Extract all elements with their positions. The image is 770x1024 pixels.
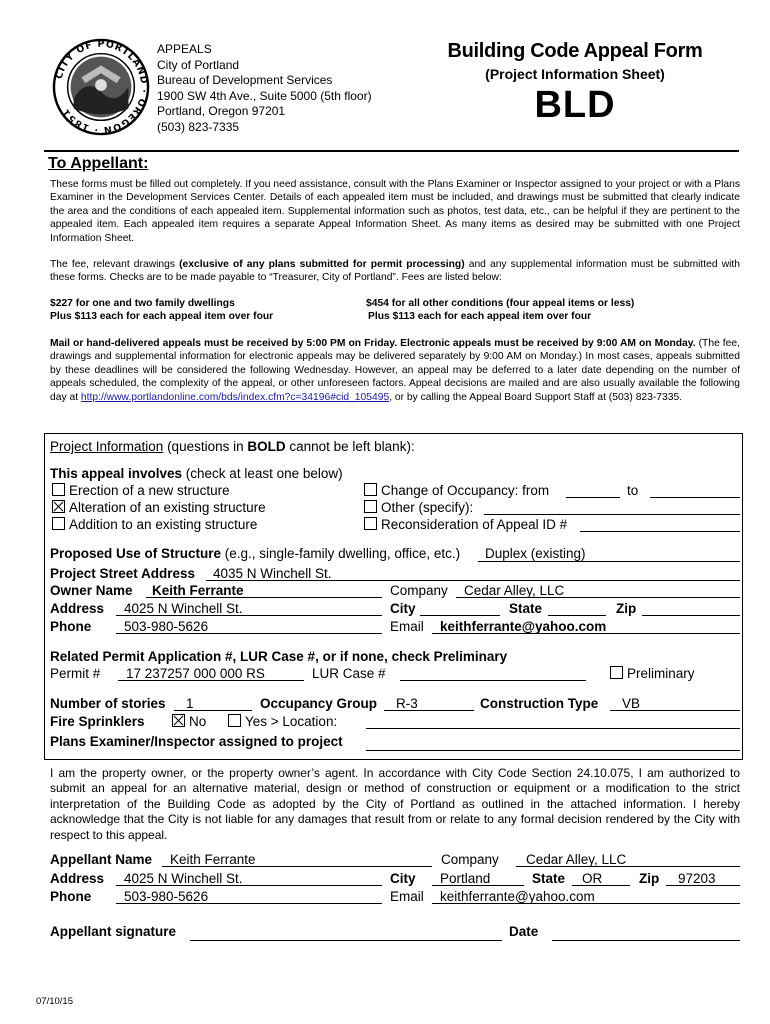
stories-value[interactable]: 1	[186, 696, 194, 711]
stories-label-bold: Number of stories	[50, 696, 166, 711]
appellant-state-line	[572, 885, 630, 886]
appellant-state-value[interactable]: OR	[582, 871, 603, 886]
ctype-label-bold: Construction Type	[480, 696, 599, 711]
lur-case-field[interactable]	[400, 680, 586, 681]
fee-line: $454 for all other conditions (four appeal items or less)	[366, 298, 635, 309]
project-info-heading	[50, 438, 415, 455]
fee-line: Plus $113 each for each appeal item over four	[50, 311, 274, 323]
to-appellant-heading: To Appellant:	[48, 155, 149, 172]
owner-state-label	[509, 600, 542, 617]
appellant-address-value[interactable]: 4025 N Winchell St.	[124, 871, 243, 886]
appellant-city-label	[390, 870, 416, 887]
lur-case-label: LUR Case #	[312, 666, 386, 681]
office-line: APPEALS	[157, 42, 212, 56]
construction-type-line	[610, 710, 740, 711]
heading-text: cannot be left blank):	[285, 439, 415, 454]
owner-state-field[interactable]	[548, 615, 606, 616]
preliminary-option[interactable]	[610, 665, 695, 682]
owner-email-value[interactable]: keithferrante@yahoo.com	[440, 619, 607, 634]
option-addition[interactable]	[52, 516, 257, 533]
appellant-phone-label	[50, 888, 91, 905]
construction-type-value[interactable]: VB	[622, 696, 641, 711]
city-label-bold: City	[390, 601, 416, 616]
deadline-text: (The fee, drawings and supplemental information for electronic appeals may be delivered separately by 9:00 AM on Monday.) In most cases, appeals submitted by these deadlines will be considered the following Wednesday. However, an appeal may be deferred to a later date depending on the number of appeals scheduled, the complexity of the appeal, or other unforeseen factors. Appeal decisions are mailed and are also usually available the following day at	[50, 338, 740, 403]
occupancy-group-line	[384, 710, 474, 711]
owner-email-line	[432, 633, 740, 634]
appellant-city-line	[432, 885, 524, 886]
use-bold: Proposed Use of Structure	[50, 546, 222, 561]
preliminary-label: Preliminary	[627, 666, 695, 681]
owner-name-line	[146, 597, 382, 598]
checkbox[interactable]	[52, 483, 65, 496]
deadline-text: , or by calling the Appeal Board Support Staff at (503) 823-7335.	[389, 391, 683, 403]
fee-text: The fee, relevant drawings	[50, 259, 180, 270]
appellant-phone-line	[116, 903, 382, 904]
occupancy-to-field[interactable]	[650, 497, 740, 498]
checkbox[interactable]	[364, 483, 377, 496]
signature-field[interactable]	[190, 940, 502, 941]
occupancy-from-field[interactable]	[566, 497, 620, 498]
appellant-name-label	[50, 851, 152, 868]
appellant-name-value[interactable]: Keith Ferrante	[170, 852, 256, 867]
sprinklers-yes-option[interactable]	[228, 713, 337, 730]
fee-line: $227 for one and two family dwellings	[50, 298, 235, 309]
involves-bold: This appeal involves	[50, 466, 183, 481]
signature-bold: Appellant signature	[50, 924, 177, 939]
occupancy-to-label: to	[627, 483, 639, 498]
appellant-address-line	[116, 885, 382, 886]
checkbox[interactable]	[610, 666, 623, 679]
date-label	[509, 923, 538, 940]
sprinkler-label-bold: Fire Sprinklers	[50, 714, 145, 729]
appellant-company-line	[516, 866, 740, 867]
office-line: Portland, Oregon 97201	[157, 104, 286, 118]
examiner-label	[50, 733, 343, 750]
option-label: Addition to an existing structure	[69, 517, 258, 532]
appellant-address-bold: Address	[50, 871, 105, 886]
appellant-phone-bold: Phone	[50, 889, 92, 904]
examiner-label-bold: Plans Examiner/Inspector assigned to project	[50, 734, 343, 749]
stories-label	[50, 695, 166, 712]
owner-zip-field[interactable]	[642, 615, 740, 616]
owner-phone-label	[50, 618, 91, 635]
office-line: (503) 823-7335	[157, 119, 240, 134]
option-new-structure[interactable]	[52, 482, 230, 499]
owner-name-value[interactable]: Keith Ferrante	[152, 583, 244, 598]
deadline-paragraph	[50, 337, 740, 404]
deadline-bold: Mail or hand-delivered appeals must be received by 5:00 PM on Friday. Electronic appeals must be received by 9:00 AM on Monday.	[50, 338, 696, 349]
sprinklers-no-option[interactable]	[172, 713, 206, 730]
fee-text: and any supplemental information must be submitted with these forms. Checks are to be made payable to “Treasurer, City of Portland”. Fees are listed below:	[50, 259, 740, 284]
option-change-occupancy[interactable]	[364, 482, 549, 499]
other-specify-field[interactable]	[484, 514, 740, 515]
occupancy-group-value[interactable]: R-3	[396, 696, 418, 711]
heading-text: (questions in	[163, 439, 248, 454]
svg-text:CITY OF PORTLAND · OREGON · 18: CITY OF PORTLAND · OREGON · 1851	[53, 38, 150, 136]
fee-text-bold: (exclusive of any plans submitted for permit processing)	[179, 259, 465, 270]
state-label-bold: State	[509, 601, 543, 616]
appellant-company-value[interactable]: Cedar Alley, LLC	[526, 852, 627, 867]
header-divider	[44, 150, 739, 152]
appellant-city-bold: City	[390, 871, 416, 886]
street-address-line	[206, 580, 740, 581]
fee-line: Plus $113 each for each appeal item over four	[368, 311, 592, 323]
proposed-use-label	[50, 545, 460, 562]
option-label: Change of Occupancy: from	[381, 483, 550, 498]
sprinkler-location-field[interactable]	[366, 728, 740, 729]
heading-bold: BOLD	[247, 439, 286, 454]
checkbox[interactable]	[228, 714, 241, 727]
appellant-zip-bold: Zip	[639, 871, 660, 886]
owner-address-value[interactable]: 4025 N Winchell St.	[124, 601, 243, 616]
yes-label: Yes > Location:	[245, 714, 338, 729]
phone-label-bold: Phone	[50, 619, 92, 634]
owner-phone-line	[116, 633, 382, 634]
appellant-zip-value[interactable]: 97203	[678, 871, 716, 886]
proposed-use-value[interactable]: Duplex (existing)	[485, 546, 586, 561]
form-title: Building Code Appeal Form	[447, 40, 703, 62]
city-seal-logo	[52, 38, 150, 136]
appellant-company-label: Company	[441, 852, 499, 867]
option-label: Erection of a new structure	[69, 483, 230, 498]
declaration-paragraph: I am the property owner, or the property owner’s agent. In accordance with City Code Section 24.10.075, I am authorized to submit an appeal for an alternative material, design or method of construction or equipment or a modification to the strict interpretation of the Building Code as adopted by the City of Portland as outlined in the attached information. I hereby acknowledge that the City is not liable for any damages that result from or relate to any formal decision rendered by the City with respect to this appeal.	[50, 766, 740, 842]
office-address-block	[157, 42, 372, 135]
form-subtitle: (Project Information Sheet)	[485, 66, 665, 82]
related-bold: Related Permit Application #, LUR Case #, or if none, check Preliminary	[50, 649, 508, 664]
form-code: BLD	[534, 84, 616, 126]
street-address-value[interactable]: 4035 N Winchell St.	[213, 566, 332, 581]
appellant-name-bold: Appellant Name	[50, 852, 153, 867]
proposed-use-line	[478, 561, 740, 562]
office-line: City of Portland	[157, 57, 240, 72]
owner-address-line	[116, 615, 382, 616]
checkbox[interactable]	[52, 517, 65, 530]
fee-one-two-family	[50, 297, 273, 324]
street-label-bold: Project Street Address	[50, 566, 196, 581]
option-reconsideration[interactable]	[364, 516, 567, 533]
appellant-email-label: Email	[390, 889, 424, 904]
company-value[interactable]: Cedar Alley, LLC	[464, 583, 565, 598]
owner-zip-label	[616, 600, 636, 617]
owner-city-label	[390, 600, 416, 617]
appellant-state-label	[532, 870, 565, 887]
option-label: Reconsideration of Appeal ID #	[381, 517, 568, 532]
appeal-involves-label	[50, 465, 343, 482]
permit-line	[118, 680, 304, 681]
occupancy-group-label	[260, 695, 377, 712]
use-text: (e.g., single-family dwelling, office, etc.)	[221, 546, 461, 561]
option-other[interactable]	[364, 499, 473, 516]
appellant-email-value[interactable]: keithferrante@yahoo.com	[440, 889, 595, 904]
owner-address-label	[50, 600, 104, 617]
owner-name-label	[50, 582, 133, 599]
appellant-zip-line	[666, 885, 740, 886]
appellant-city-value[interactable]: Portland	[440, 871, 491, 886]
street-address-label	[50, 565, 195, 582]
zip-label-bold: Zip	[616, 601, 637, 616]
fire-sprinklers-label	[50, 713, 145, 730]
appeals-link[interactable]: http://www.portlandonline.com/bds/index.cfm?c=34196#cid_105495	[80, 391, 390, 403]
appeal-id-field[interactable]	[580, 531, 740, 532]
stories-line	[174, 710, 252, 711]
construction-type-label	[480, 695, 598, 712]
date-bold: Date	[509, 924, 539, 939]
office-line: 1900 SW 4th Ave., Suite 5000 (5th floor)	[157, 88, 372, 103]
signature-label	[50, 923, 176, 940]
permit-label: Permit #	[50, 666, 101, 681]
option-label: Other (specify):	[381, 500, 474, 515]
related-permit-heading	[50, 648, 507, 665]
option-label: Alteration of an existing structure	[69, 500, 266, 515]
appellant-zip-label	[639, 870, 659, 887]
checkbox[interactable]	[364, 500, 377, 513]
company-label: Company	[390, 583, 448, 598]
permit-value[interactable]: 17 237257 000 000 RS	[126, 666, 265, 681]
involves-text: (check at least one below)	[182, 466, 343, 481]
owner-email-label: Email	[390, 619, 424, 634]
appellant-email-line	[432, 903, 740, 904]
checkbox-checked[interactable]	[172, 714, 185, 727]
office-line: Bureau of Development Services	[157, 73, 333, 87]
occ-label-bold: Occupancy Group	[260, 696, 378, 711]
owner-phone-value[interactable]: 503-980-5626	[124, 619, 209, 634]
appellant-name-line	[162, 866, 432, 867]
appellant-address-label	[50, 870, 104, 887]
appellant-phone-value[interactable]: 503-980-5626	[124, 889, 209, 904]
checkbox[interactable]	[364, 517, 377, 530]
no-label: No	[189, 714, 207, 729]
owner-city-field[interactable]	[420, 615, 500, 616]
company-line	[456, 597, 740, 598]
fee-paragraph	[50, 258, 740, 285]
address-label-bold: Address	[50, 601, 105, 616]
instructions-paragraph: These forms must be filled out completely. If you need assistance, consult with the Plans Examiner or Inspector assigned to your project or with a Plans Examiner in the Development Services Center. Details of each appealed item must be included, and drawings must be submitted that clearly indicate the area and the conditions of each appealed item. Supplemental information such as photos, test data, etc., can be helpful if they are pertinent to the appealed item. Each appealed item requires a separate Appeal Information Sheet. As many items as desired may be submitted with one Project Information Sheet.	[50, 179, 740, 244]
appellant-state-bold: State	[532, 871, 566, 886]
form-revision-date: 07/10/15	[36, 996, 73, 1007]
heading-underlined: Project Information	[50, 439, 164, 454]
option-alteration[interactable]	[52, 499, 266, 516]
owner-label-bold: Owner Name	[50, 583, 133, 598]
examiner-field[interactable]	[366, 750, 740, 751]
checkbox-checked[interactable]	[52, 500, 65, 513]
fee-other-conditions	[366, 297, 634, 324]
date-field[interactable]	[552, 940, 740, 941]
